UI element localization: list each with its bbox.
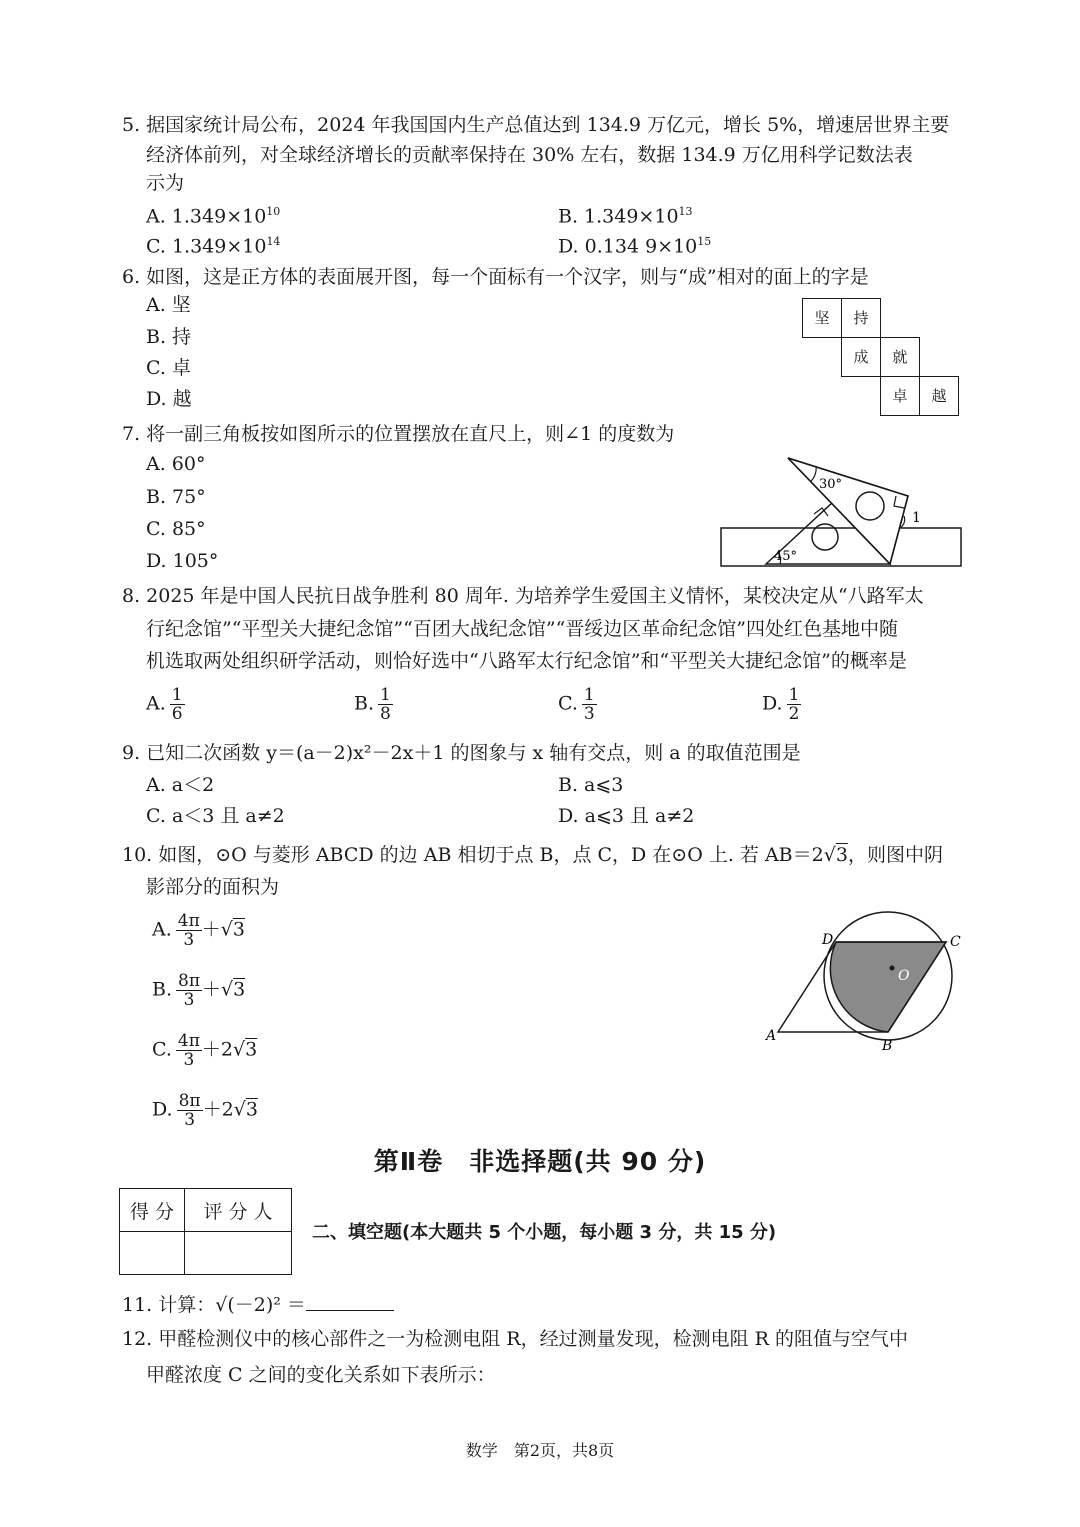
angle-30-label: 30° <box>819 477 843 492</box>
q10-option-c: C. $\frac{4\pi}{3}$ ＋2√3 <box>152 1031 258 1070</box>
q10-option-a: A. $\frac{4\pi}{3}$ ＋√3 <box>152 911 245 950</box>
angle-45-label: 45° <box>774 549 798 564</box>
q10-line-1: 10. 如图，⊙O 与菱形 ABCD 的边 AB 相切于点 B，点 C，D 在⊙O 上. 若 AB＝2√3，则图中阴 <box>122 844 943 866</box>
angle-1-label: 1 <box>912 510 921 526</box>
q9-option-b: B. a⩽3 <box>558 774 624 796</box>
net-cell-2: 持 <box>841 298 881 338</box>
net-cell-6: 越 <box>919 376 959 416</box>
q5-option-c: C. $1.349\times 10^{14}$ <box>146 235 281 258</box>
score-header: 得 分 <box>120 1189 185 1232</box>
circle-rhombus-figure <box>764 904 964 1056</box>
section-ii-title: 第Ⅱ卷 非选择题(共 90 分) <box>373 1147 707 1176</box>
q6-stem: 6. 如图，这是正方体的表面展开图，每一个面标有一个汉字，则与“成”相对的面上的字是 <box>122 266 869 288</box>
net-cell-4: 就 <box>880 337 920 377</box>
q7-option-d: D. 105° <box>146 550 219 572</box>
q10-option-d: D. $\frac{8\pi}{3}$ ＋2√3 <box>152 1091 258 1130</box>
q11-line: 11. 计算：√(－2)² ＝ <box>122 1292 394 1318</box>
q5-line-1: 5. 据国家统计局公布，2024 年我国国内生产总值达到 134.9 万亿元，增长 5%，增速居世界主要 <box>122 114 950 136</box>
q5-option-d: D. 0.134 $9\times 10^{15}$ <box>558 235 712 258</box>
net-cell-3: 成 <box>841 337 881 377</box>
q11-answer-blank[interactable] <box>306 1292 394 1311</box>
q8-option-d: D. $\frac{1}{2}$ <box>762 685 800 724</box>
q12-line-1: 12. 甲醛检测仪中的核心部件之一为检测电阻 R，经过测量发现，检测电阻 R 的阻值与空气中 <box>122 1328 908 1350</box>
q7-option-c: C. 85° <box>146 518 206 540</box>
q7-option-a: A. 60° <box>146 453 206 475</box>
q8-option-c: C. $\frac{1}{3}$ <box>558 685 595 724</box>
point-o-label: O <box>898 968 910 984</box>
q7-option-b: B. 75° <box>146 486 206 508</box>
q8-line-3: 机选取两处组织研学活动，则恰好选中“八路军太行纪念馆”和“平型关大捷纪念馆”的概率是 <box>146 650 907 672</box>
q6-option-d: D. 越 <box>146 388 192 410</box>
q9-stem: 9. 已知二次函数 y＝(a－2)x²－2x＋1 的图象与 x 轴有交点，则 a 的取值范围是 <box>122 742 801 764</box>
q5-option-b: B. $1.349\times 10^{13}$ <box>558 205 693 228</box>
point-b-label: B <box>882 1038 893 1054</box>
q5-option-a: A. $1.349\times 10^{10}$ <box>146 205 281 228</box>
q10-line-2: 影部分的面积为 <box>146 876 280 898</box>
q5-line-2: 经济体前列，对全球经济增长的贡献率保持在 30% 左右，数据 134.9 万亿用科学记数法表 <box>146 144 913 166</box>
net-cell-1: 坚 <box>802 298 842 338</box>
q10-option-b: B. $\frac{8\pi}{3}$ ＋√3 <box>152 971 246 1010</box>
net-cell-5: 卓 <box>880 376 920 416</box>
q8-line-2: 行纪念馆”“平型关大捷纪念馆”“百团大战纪念馆”“晋绥边区革命纪念馆”四处红色基地中随 <box>146 618 898 640</box>
grader-cell <box>185 1232 292 1275</box>
q5-line-3: 示为 <box>146 172 185 194</box>
point-d-label: D <box>822 932 834 948</box>
cube-net-figure <box>802 298 962 418</box>
q6-option-b: B. 持 <box>146 326 192 348</box>
point-c-label: C <box>950 934 961 950</box>
part-two-title: 二、填空题(本大题共 5 个小题，每小题 3 分，共 15 分) <box>312 1222 777 1243</box>
triangle-ruler-figure <box>718 452 964 570</box>
page-footer: 数学 第2页，共8页 <box>465 1441 615 1460</box>
score-table <box>119 1188 292 1275</box>
q9-option-c: C. a＜3 且 a≠2 <box>146 805 285 827</box>
q6-option-c: C. 卓 <box>146 357 191 379</box>
score-cell <box>120 1232 185 1275</box>
q9-option-d: D. a⩽3 且 a≠2 <box>558 805 695 827</box>
point-a-label: A <box>766 1028 777 1044</box>
q9-option-a: A. a＜2 <box>146 774 215 796</box>
q7-stem: 7. 将一副三角板按如图所示的位置摆放在直尺上，则∠1 的度数为 <box>122 423 675 445</box>
q6-option-a: A. 坚 <box>146 294 191 316</box>
q12-line-2: 甲醛浓度 C 之间的变化关系如下表所示： <box>146 1364 496 1386</box>
q8-option-b: B. $\frac{1}{8}$ <box>354 685 391 724</box>
grader-header: 评 分 人 <box>185 1189 292 1232</box>
q8-option-a: A. $\frac{1}{6}$ <box>146 685 183 724</box>
q8-line-1: 8. 2025 年是中国人民抗日战争胜利 80 周年. 为培养学生爱国主义情怀，某校决定从“八路军太 <box>122 585 924 607</box>
